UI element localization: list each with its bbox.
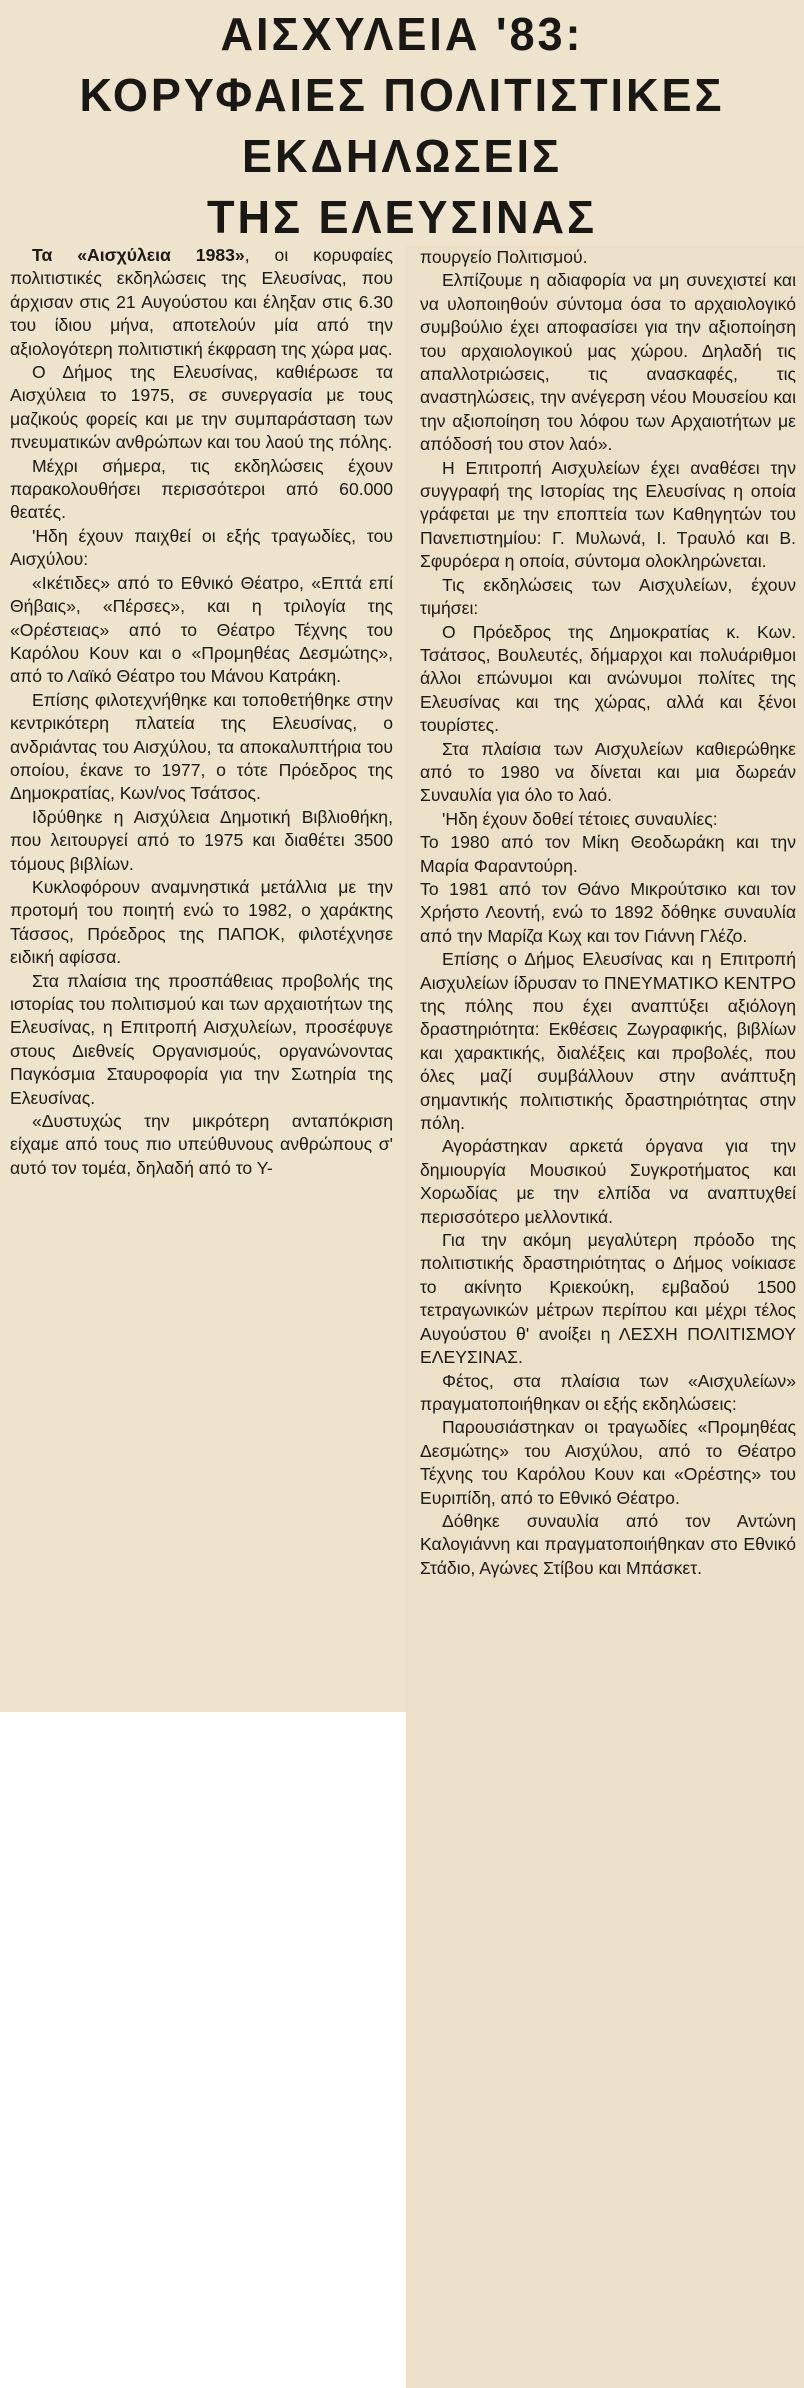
headline-line-1: ΑΙΣΧΥΛΕΙΑ '83: (220, 8, 584, 60)
paragraph: Το 1980 από τον Μίκη Θεοδωράκη και την Μαρία Φαραντούρη. (420, 832, 796, 876)
headline-line-2: ΚΟΡΥΦΑΙΕΣ ΠΟΛΙΤΙΣΤΙΚΕΣ (79, 69, 725, 121)
paragraph: 'Ηδη έχουν δοθεί τέτοιες συναυλίες: (442, 808, 718, 829)
paragraph: Παρουσιάστηκαν οι τραγωδίες «Προμηθέας Δεσμώτης» του Αισχύλου, από το Θέατρο Τέχνης του Καρόλου Κουν και «Ορέστης» του Ευριπίδη, από το Εθνικό Θέατρο. (420, 1417, 796, 1508)
paragraph: Δόθηκε συναυλία από τον Αντώνη Καλογιάννη και πραγματοποιήθηκαν στο Εθνικό Στάδιο, Αγώνες Στίβου και Μπάσκετ. (420, 1510, 796, 1578)
paragraph: Αγοράστηκαν αρκετά όργανα για την δημιουργία Μουσικού Συγκροτήματος και Χορωδίας με την ελπίδα να αναπτυχθεί περισσότερο μελλοντικά. (420, 1136, 796, 1227)
paragraph: Επίσης ο Δήμος Ελευσίνας και η Επιτροπή Αισχυλείων ίδρυσαν το ΠΝΕΥΜΑΤΙΚΟ ΚΕΝΤΡΟ της πόλης που έχει αναπτύξει αξιόλογη δραστηριότητα: Εκθέσεις Ζωγραφικής, βιβλίων και χαρακτικής, διαλέξεις και προβολές, που όλες μαζί συμβάλλουν στην ανάπτυξη σημαντικής πολιτιστικής δραστηριότητας στην πόλη. (420, 949, 796, 1134)
paragraph: «Δυστυχώς την μικρότερη ανταπόκριση είχαμε από τους πιο υπεύθυνους ανθρώπους σ' αυτό τον τομέα, δηλαδή από το Υ- (10, 1111, 393, 1178)
paragraph: Τις εκδηλώσεις των Αισχυλείων, έχουν τιμήσει: (420, 574, 796, 619)
paragraph (10, 244, 393, 361)
paragraph: Ελπίζουμε η αδιαφορία να μη συνεχιστεί και να υλοποιηθούν σύντομα όσα το αρχαιολογικό συμβούλιο έχει αποφασίσει για την αξιοποίηση του αρχαιολογικού μας χώρου. Δηλαδή τις απαλλοτριώσεις, τις ανασκαφές, τις αναστηλώσεις, την ανέγερση νέου Μουσείου και την αξιοποίηση του λόφου των Αρχαιοτήτων με απόδοσή του στον λαό». (420, 270, 796, 455)
paragraph: «Ικέτιδες» από το Εθνικό Θέατρο, «Επτά επί Θήβαις», «Πέρσες», και η τριλογία της «Ορέστειας» από το Θέατρο Τέχνης του Καρόλου Κουν και ο «Προμηθέας Δεσμώτης», από το Λαϊκό Θέατρο του Μάνου Κατράκη. (10, 572, 393, 687)
paragraph: Το 1981 από τον Θάνο Μικρούτσικο και τον Χρήστο Λεοντή, ενώ το 1892 δόθηκε συναυλία από την Μαρίζα Κωχ και τον Γιάννη Γλέζο. (420, 878, 796, 946)
paragraph: Ο Πρόεδρος της Δημοκρατίας κ. Κων. Τσάτσος, Βουλευτές, δήμαρχοι και πολυάριθμοι άλλοι επώνυμοι και ανώνυμοι πολίτες της Ελευσίνας και της χώρας, αλλά και ξένοι τουρίστες. (420, 621, 796, 736)
paragraph: Μέχρι σήμερα, τις εκδηλώσεις έχουν παρακολουθήσει περισσότεροι από 60.000 θεατές. (10, 455, 393, 523)
paragraph: Επίσης φιλοτεχνήθηκε και τοποθετήθηκε στην κεντρικότερη πλατεία της Ελευσίνας, ο ανδριάντας του Αισχύλου, τα αποκαλυπτήρια του οποίου, έκανε το 1977, ο τότε Πρόεδρος της Δημοκρατίας, Κων/νος Τσάτσος. (10, 689, 393, 804)
paragraph: Η Επιτροπή Αισχυλείων έχει αναθέσει την συγγραφή της Ιστορίας της Ελευσίνας η οποία γράφεται με την εποπτεία των Καθηγητών του Πανεπιστημίου: Γ. Μυλωνά, Ι. Τραυλό και Β. Σφυρόερα η οποία, σύντομα ολοκληρώνεται. (420, 457, 796, 572)
article-column-right (420, 246, 796, 1580)
paragraph: 'Ηδη έχουν παιχθεί οι εξής τραγωδίες, του Αισχύλου: (10, 525, 393, 570)
article-headline (8, 4, 796, 248)
paragraph: Για την ακόμη μεγαλύτερη πρόοδο της πολιτιστικής δραστηριότητας ο Δήμος νοίκιασε το ακίνητο Κριεκούκη, εμβαδού 1500 τετραγωνικών μέτρων περίπου και μέχρι τέλος Αυγούστου θ' ανοίξει η ΛΕΣΧΗ ΠΟΛΙΤΙΣΜΟΥ ΕΛΕΥΣΙΝΑΣ. (420, 1230, 796, 1368)
paragraph: Κυκλοφόρουν αναμνηστικά μετάλλια με την προτομή του ποιητή ενώ το 1982, ο χαράκτης Τάσσος, Πρόεδρος της ΠΑΠΟΚ, φιλοτέχνησε ειδική αφίσσα. (10, 876, 393, 968)
headline-line-3: ΕΚΔΗΛΩΣΕΙΣ (242, 130, 562, 182)
paragraph: Στα πλαίσια των Αισχυλείων καθιερώθηκε από το 1980 να δίνεται και μια δωρεάν Συναυλία για όλο το λαό. (420, 738, 796, 806)
paragraph-continuation: πουργείο Πολιτισμού. (420, 247, 588, 267)
paragraph: Φέτος, στα πλαίσια των «Αισχυλείων» πραγματοποιήθηκαν οι εξής εκδηλώσεις: (420, 1370, 796, 1414)
lead-bold: Τα «Αισχύλεια 1983» (32, 245, 245, 265)
paragraph: Ο Δήμος της Ελευσίνας, καθιέρωσε τα Αισχύλεια το 1975, σε συνεργασία με τους μαζικούς φορείς και με την συμπαράσταση των πνευματικών ανθρώπων και του λαού της πόλης. (10, 362, 393, 453)
article-column-left (10, 244, 393, 1180)
headline-line-4: ΤΗΣ ΕΛΕΥΣΙΝΑΣ (207, 191, 597, 243)
paragraph: Στα πλαίσια της προσπάθειας προβολής της ιστορίας του πολιτισμού και των αρχαιοτήτων της Ελευσίνας, η Επιτροπή Αισχυλείων, προσέφυγε στους Διεθνείς Οργανισμούς, οργανώνοντας Παγκόσμια Σταυροφορία για την Σωτηρία της Ελευσίνας. (10, 970, 393, 1108)
paragraph: Ιδρύθηκε η Αισχύλεια Δημοτική Βιβλιοθήκη, που λειτουργεί από το 1975 και διαθέτει 3500 τόμους βιβλίων. (10, 806, 393, 874)
lead-text: , οι κορυφαίες πολιτιστικές εκδηλώσεις της Ελευσίνας, που άρχισαν στις 21 Αυγούστου και έληξαν στις 6.30 του ίδιου μήνα, αποτελούν μία από την αξιολογότερη πολιτιστική έκφραση της χώρα μας. (10, 245, 393, 359)
